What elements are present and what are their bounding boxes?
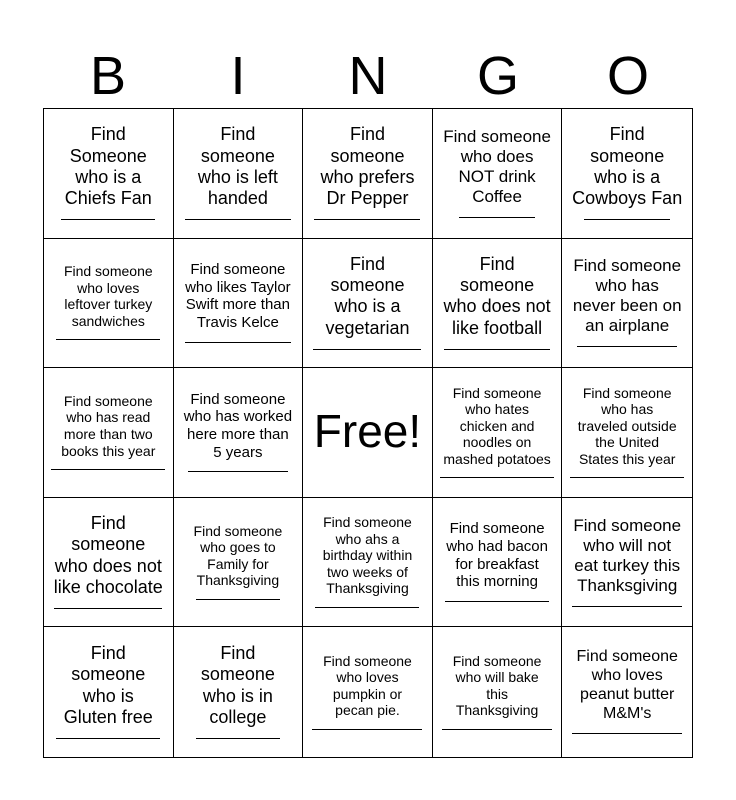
- signature-line: [459, 217, 535, 218]
- bingo-cell-text: Find Someone who is a Chiefs Fan: [64, 124, 152, 209]
- bingo-cell[interactable]: [303, 239, 433, 369]
- bingo-cell[interactable]: [44, 627, 174, 757]
- bingo-cell-text: Find someone who is a Cowboys Fan: [572, 124, 683, 209]
- bingo-cell-text: Find someone who is Gluten free: [63, 643, 153, 727]
- bingo-cell-text: Find someone who has never been on an airplane: [572, 256, 682, 336]
- signature-line: [196, 599, 280, 600]
- bingo-cell-text: Find someone who has traveled outside the United States this year: [577, 384, 677, 467]
- bingo-cell[interactable]: [433, 627, 563, 757]
- bingo-cell-text: Find someone who will not eat turkey this Thanksgiving: [573, 515, 682, 595]
- signature-line: [54, 608, 162, 609]
- bingo-cell-text: Find someone who is in college: [200, 643, 275, 727]
- signature-line: [584, 219, 670, 220]
- bingo-cell[interactable]: [44, 239, 174, 369]
- header-letter-b: B: [89, 46, 127, 106]
- bingo-cell[interactable]: [433, 368, 563, 498]
- bingo-cell[interactable]: [174, 627, 304, 757]
- bingo-cell[interactable]: [303, 109, 433, 239]
- signature-line: [51, 469, 165, 470]
- signature-line: [56, 738, 160, 739]
- bingo-cell[interactable]: [433, 498, 563, 628]
- bingo-cell-text: Find someone who prefers Dr Pepper: [320, 124, 415, 209]
- bingo-cell[interactable]: [303, 498, 433, 628]
- signature-line: [196, 738, 280, 739]
- free-space-label: Free!: [313, 405, 422, 458]
- bingo-cell-text: Find someone who is a vegetarian: [325, 253, 410, 338]
- free-space-cell[interactable]: [303, 368, 433, 498]
- bingo-cell[interactable]: [433, 109, 563, 239]
- signature-line: [570, 477, 684, 478]
- bingo-cell[interactable]: [44, 109, 174, 239]
- bingo-cell[interactable]: [562, 498, 692, 628]
- bingo-cell-text: Find someone who does not like football: [443, 253, 551, 338]
- bingo-cell[interactable]: [562, 627, 692, 757]
- signature-line: [577, 346, 677, 347]
- bingo-cell[interactable]: [44, 368, 174, 498]
- bingo-cell-text: Find someone who does NOT drink Coffee: [443, 126, 551, 206]
- bingo-cell[interactable]: [174, 239, 304, 369]
- bingo-cell[interactable]: [303, 627, 433, 757]
- bingo-cell[interactable]: [433, 239, 563, 369]
- header-letter-n: N: [348, 46, 388, 106]
- signature-line: [312, 729, 422, 730]
- signature-line: [442, 729, 552, 730]
- header-letter-o: O: [606, 46, 649, 106]
- bingo-cell-text: Find someone who will bake this Thanksgiving: [452, 652, 542, 719]
- bingo-cell[interactable]: [44, 498, 174, 628]
- bingo-board: [43, 108, 693, 758]
- bingo-cell[interactable]: [562, 368, 692, 498]
- signature-line: [572, 606, 682, 607]
- bingo-cell-text: Find someone who likes Taylor Swift more than Travis Kelce: [185, 261, 291, 332]
- signature-line: [188, 471, 288, 472]
- header-letter-i: I: [230, 46, 246, 106]
- signature-line: [185, 219, 291, 220]
- bingo-cell-text: Find someone who does not like chocolate: [53, 513, 163, 597]
- bingo-cell-text: Find someone who is left handed: [197, 124, 278, 209]
- signature-line: [444, 349, 550, 350]
- bingo-cell[interactable]: [562, 109, 692, 239]
- bingo-cell-text: Find someone who loves peanut butter M&M's: [576, 647, 678, 722]
- signature-line: [315, 607, 419, 608]
- bingo-cell-text: Find someone who ahs a birthday within two weeks of Thanksgiving: [322, 514, 413, 597]
- bingo-cell[interactable]: [562, 239, 692, 369]
- header-letter-g: G: [476, 46, 519, 106]
- bingo-cell-text: Find someone who hates chicken and noodles on mashed potatoes: [443, 384, 551, 467]
- bingo-cell-text: Find someone who has worked here more than 5 years: [183, 390, 293, 461]
- bingo-cell-text: Find someone who had bacon for breakfast this morning: [446, 520, 548, 591]
- bingo-cell[interactable]: [174, 498, 304, 628]
- bingo-cell[interactable]: [174, 368, 304, 498]
- signature-line: [440, 477, 554, 478]
- bingo-cell-text: Find someone who goes to Family for Thanksgiving: [193, 522, 283, 589]
- signature-line: [445, 601, 549, 602]
- bingo-cell[interactable]: [174, 109, 304, 239]
- signature-line: [314, 219, 420, 220]
- signature-line: [313, 349, 421, 350]
- signature-line: [185, 342, 291, 343]
- bingo-cell-text: Find someone who loves pumpkin or pecan pie.: [323, 652, 412, 719]
- signature-line: [56, 339, 160, 340]
- signature-line: [61, 219, 155, 220]
- bingo-header: [43, 44, 693, 108]
- bingo-cell-text: Find someone who has read more than two books this year: [61, 392, 156, 459]
- signature-line: [572, 733, 682, 734]
- bingo-cell-text: Find someone who loves leftover turkey sandwiches: [63, 263, 153, 329]
